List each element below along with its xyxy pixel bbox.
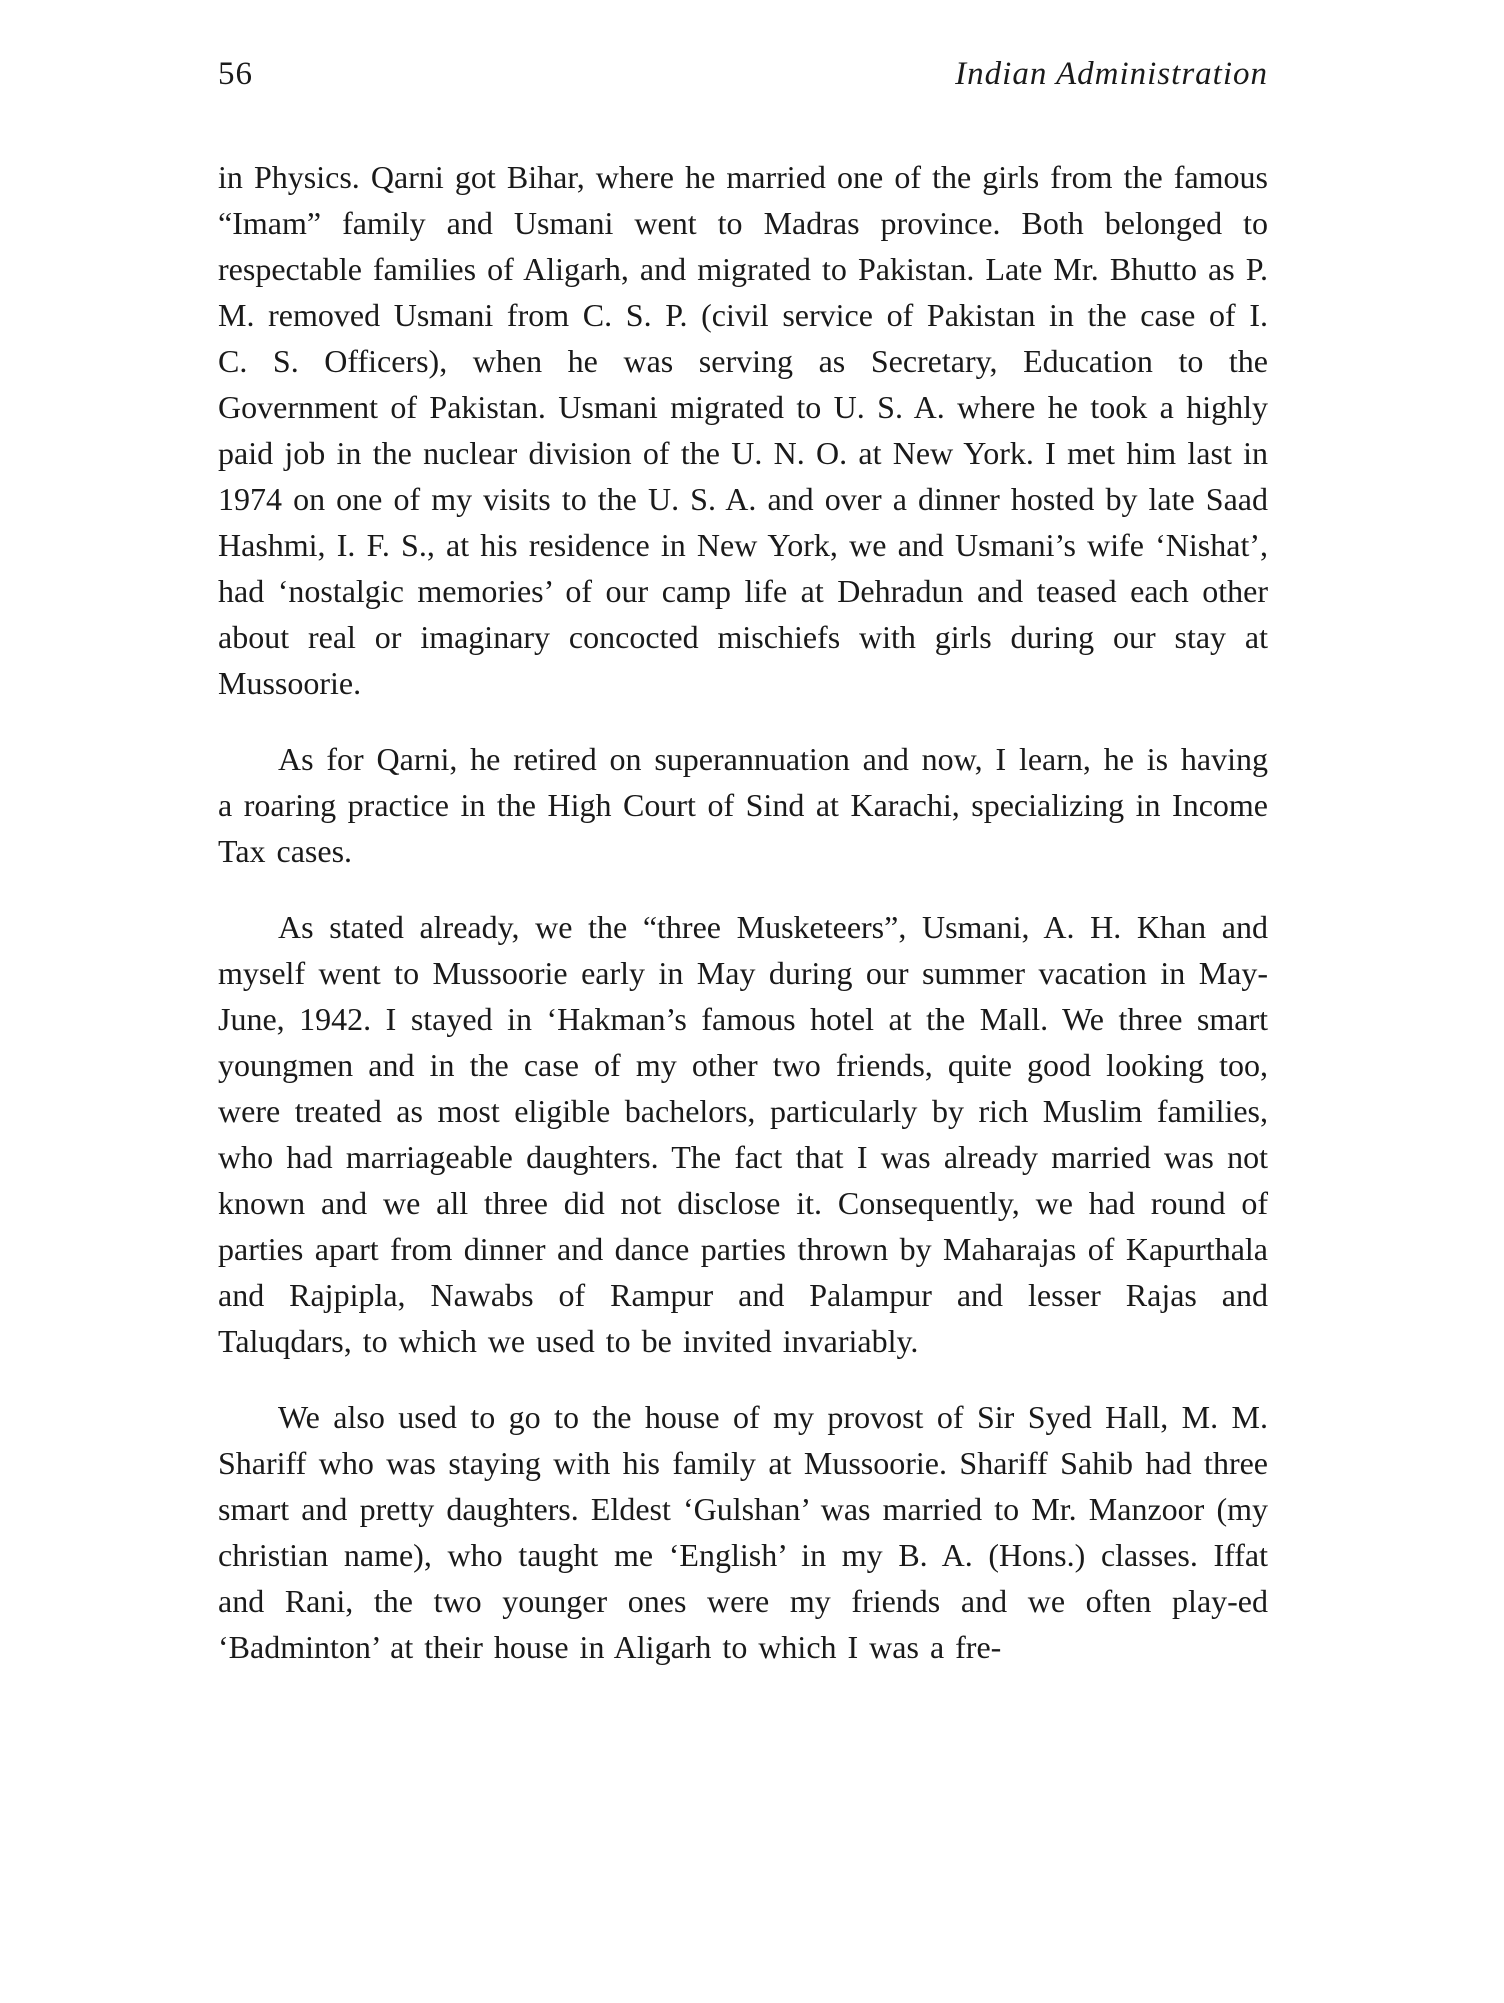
book-page — [218, 56, 1268, 1700]
page-number: 56 — [218, 56, 253, 92]
running-head — [218, 56, 1268, 104]
paragraph-continuation: in Physics. Qarni got Bihar, where he married one of the girls from the famous “Imam” family and Usmani went to Madras province. Both belonged to respectable families of Aligarh, and migrated to Pakistan. Late Mr. Bhutto as P. M. removed Usmani from C. S. P. (civil service of Pakistan in the case of I. C. S. Officers), when he was serving as Secretary, Education to the Government of Pakistan. Usmani migrated to U. S. A. where he took a highly paid job in the nuclear division of the U. N. O. at New York. I met him last in 1974 on one of my visits to the U. S. A. and over a dinner hosted by late Saad Hashmi, I. F. S., at his residence in New York, we and Usmani’s wife ‘Nishat’, had ‘nostalgic memories’ of our camp life at Dehradun and teased each other about real or imaginary concocted mischiefs with girls during our stay at Mussoorie. — [218, 159, 1268, 701]
paragraph-provost: We also used to go to the house of my provost of Sir Syed Hall, M. M. Shariff who was staying with his family at Mussoorie. Shariff Sahib had three smart and pretty daughters. Eldest ‘Gulshan’ was married to Mr. Manzoor (my christian name), who taught me ‘English’ in my B. A. (Hons.) classes. Iffat and Rani, the two younger ones were my friends and we often play-ed ‘Badminton’ at their house in Aligarh to which I was a fre- — [218, 1399, 1268, 1665]
paragraph-musketeers: As stated already, we the “three Musketeers”, Usmani, A. H. Khan and myself went to Mussoorie early in May during our summer vacation in May-June, 1942. I stayed in ‘Hakman’s famous hotel at the Mall. We three smart youngmen and in the case of my other two friends, quite good looking too, were treated as most eligible bachelors, particularly by rich Muslim families, who had marriageable daughters. The fact that I was already married was not known and we all three did not disclose it. Consequently, we had round of parties apart from dinner and dance parties thrown by Maharajas of Kapurthala and Rajpipla, Nawabs of Rampur and Palampur and lesser Rajas and Taluqdars, to which we used to be invited invariably. — [218, 909, 1268, 1359]
paragraph-qarni: As for Qarni, he retired on superannuation and now, I learn, he is having a roaring practice in the High Court of Sind at Karachi, specializing in Income Tax cases. — [218, 741, 1268, 869]
running-title: Indian Administration — [955, 56, 1268, 92]
